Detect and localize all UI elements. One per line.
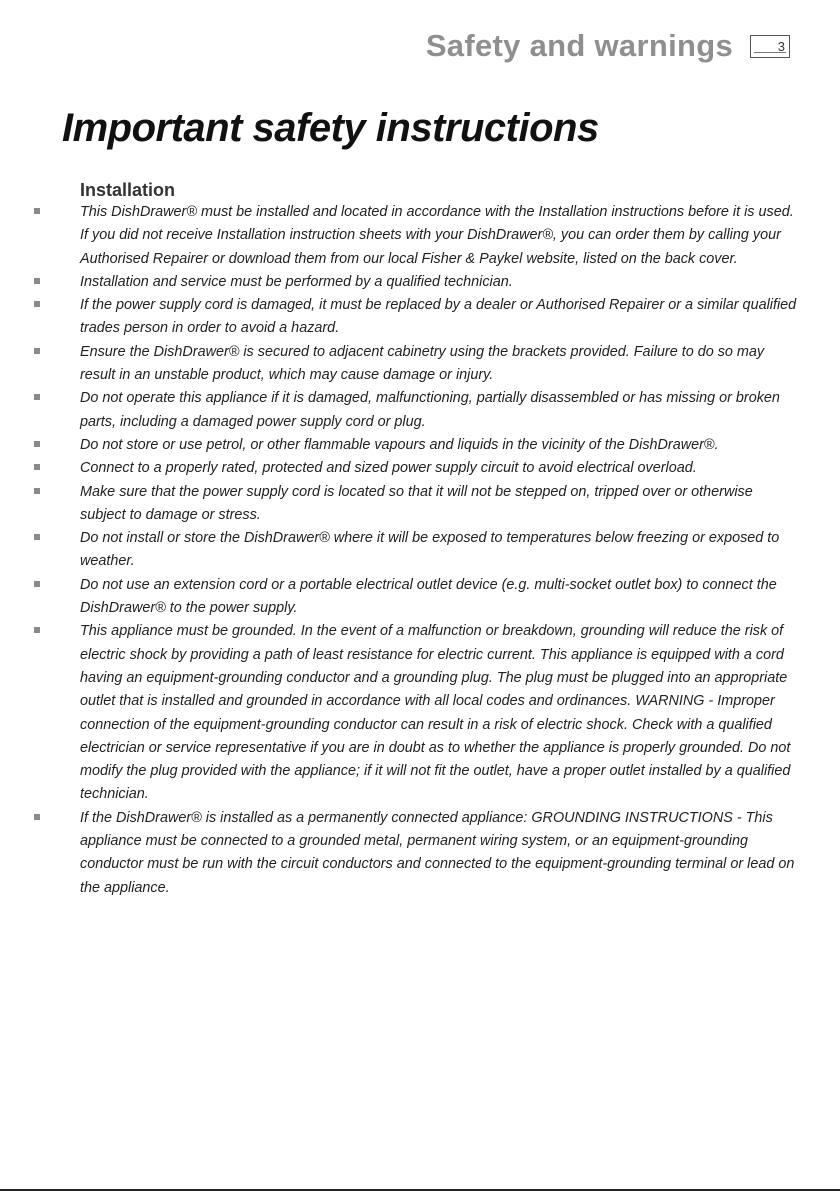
bullet-icon — [34, 464, 40, 470]
list-item — [0, 434, 840, 457]
list-item-text: Connect to a properly rated, protected and sized power supply circuit to avoid electrical overload. — [80, 460, 697, 477]
list-item-text: This DishDrawer® must be installed and located in accordance with the Installation instructions before it is used. If you did not receive Installation instruction sheets with your DishDrawer®, you can order them by calling your Authorised Repairer or download them from our local Fisher & Paykel website, listed on the back cover. — [80, 204, 794, 267]
bullet-icon — [34, 208, 40, 214]
section-heading-installation: Installation — [80, 180, 176, 200]
safety-instructions-list — [0, 201, 840, 900]
bullet-icon — [34, 301, 40, 307]
list-item — [0, 341, 840, 388]
page-number-box: 3 — [750, 35, 790, 58]
bullet-icon — [34, 534, 40, 540]
list-item-text: This appliance must be grounded. In the event of a malfunction or breakdown, grounding will reduce the risk of electric shock by providing a path of least resistance for electric current. This appliance is equipped with a cord having an equipment-grounding conductor and a grounding plug. The plug must be plugged into an appropriate outlet that is installed and grounded in accordance with all local codes and ordinances. WARNING - Improper connection of the equipment-grounding conductor can result in a risk of electric shock. Check with a qualified electrician or service representative if you are in doubt as to whether the appliance is properly grounded. Do not modify the plug provided with the appliance; if it will not fit the outlet, have a proper outlet installed by a qualified technician. — [80, 623, 791, 803]
bullet-icon — [34, 488, 40, 494]
section-header-title: Safety and warnings — [425, 28, 733, 63]
page-title: Important safety instructions — [62, 106, 599, 150]
list-item-text: Do not store or use petrol, or other flammable vapours and liquids in the vicinity of the DishDrawer®. — [80, 436, 719, 453]
list-item — [0, 574, 840, 621]
bullet-icon — [34, 627, 40, 633]
bullet-icon — [34, 348, 40, 354]
list-item — [0, 457, 840, 480]
list-item — [0, 271, 840, 294]
list-item — [0, 527, 840, 574]
list-item-text: Ensure the DishDrawer® is secured to adjacent cabinetry using the brackets provided. Failure to do so may result in an unstable product, which may cause damage or injury. — [80, 343, 765, 384]
bullet-icon — [34, 278, 40, 284]
bullet-icon — [34, 814, 40, 820]
list-item — [0, 807, 840, 900]
list-item-text: Do not operate this appliance if it is damaged, malfunctioning, partially disassembled or has missing or broken parts, including a damaged power supply cord or plug. — [80, 390, 780, 430]
list-item-text: Make sure that the power supply cord is located so that it will not be stepped on, tripped over or otherwise subject to damage or stress. — [80, 483, 753, 523]
list-item-text: Do not install or store the DishDrawer® where it will be exposed to temperatures below freezing or exposed to weather. — [80, 530, 780, 570]
list-item-text: Installation and service must be performed by a qualified technician. — [80, 273, 513, 290]
list-item — [0, 481, 840, 528]
bullet-icon — [34, 581, 40, 587]
list-item-text: Do not use an extension cord or a portable electrical outlet device (e.g. multi-socket outlet box) to connect the DishDrawer® to the power supply. — [80, 576, 777, 617]
list-item — [0, 620, 840, 806]
list-item — [0, 294, 840, 341]
bullet-icon — [34, 394, 40, 400]
bullet-icon — [34, 441, 40, 447]
list-item-text: If the DishDrawer® is installed as a permanently connected appliance: GROUNDING INSTRUCTIONS - This appliance must be connected to a grounded metal, permanent wiring system, or an equipment-grounding conductor must be run with the circuit conductors and connected to the equipment-grounding terminal or lead on the appliance. — [80, 809, 795, 896]
list-item — [0, 387, 840, 434]
list-item — [0, 201, 840, 271]
list-item-text: If the power supply cord is damaged, it must be replaced by a dealer or Authorised Repairer or a similar qualified trades person in order to avoid a hazard. — [80, 297, 797, 337]
